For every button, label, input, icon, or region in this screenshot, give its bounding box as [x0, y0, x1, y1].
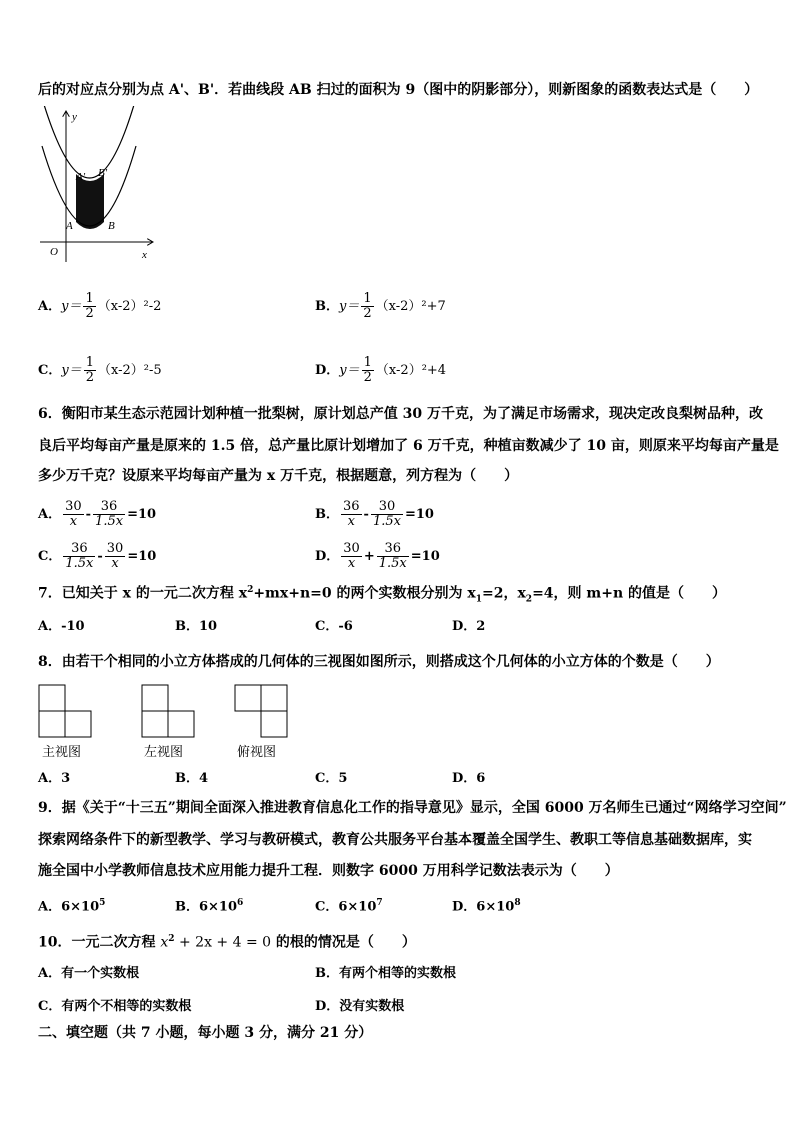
q8-option-b[interactable]: B．4 [175, 771, 209, 786]
q5-parabola-graph [36, 106, 160, 266]
origin-label: O [50, 246, 58, 258]
q9-option-c[interactable]: C．$6\times 10^7$ [315, 898, 383, 915]
q10-stem: 10．一元二次方程 $x^2 + 2x + 4 = 0$ 的根的情况是（ ） [38, 934, 416, 951]
q10-option-a[interactable]: A．有一个实数根 [38, 966, 140, 981]
q8-stem: 8．由若干个相同的小立方体搭成的几何体的三视图如图所示，则搭成这个几何体的小立方体的个数是（ ） [38, 654, 720, 670]
q10-option-d[interactable]: D．没有实数根 [315, 999, 405, 1014]
q9-stem-line2: 探索网络条件下的新型教学、学习与教研模式，教育公共服务平台基本覆盖全国学生、教职工等信息基础数据库，实 [38, 832, 752, 848]
q6-stem-line3: 多少万千克？设原来平均每亩产量为 x 万千克，根据题意，列方程为（ ） [38, 468, 519, 484]
q9-stem-line1: 9．据《关于“十三五”期间全面深入推进教育信息化工作的指导意见》显示，全国 6000 万名师生已通过“网络学习空间” [38, 800, 787, 816]
q6-stem-line2: 良后平均每亩产量是原来的 1.5 倍，总产量比原计划增加了 6 万千克，种植亩数减少了 10 亩，则原来平均每亩产量是 [38, 438, 779, 454]
left-view-caption: 左视图 [144, 745, 184, 760]
q10-option-c[interactable]: C．有两个不相等的实数根 [38, 999, 192, 1014]
q9-option-a[interactable]: A．$6\times 10^5$ [38, 898, 106, 915]
q6-option-b[interactable]: B． $\frac{36}{x}$ - $\frac{30}{1.5x}$ =10 [315, 499, 434, 529]
front-view-figure [38, 684, 94, 740]
q6-stem-line1: 6．衡阳市某生态示范园计划种植一批梨树，原计划总产值 30 万千克，为了满足市场需求，现决定改良梨树品种，改 [38, 406, 763, 422]
q5-stem: 后的对应点分别为点 A'、B'．若曲线段 AB 扫过的面积为 9（图中的阴影部分），则新图象的函数表达式是（ ） [38, 82, 759, 98]
q10-option-b[interactable]: B．有两个相等的实数根 [315, 966, 456, 981]
q9-option-d[interactable]: D．$6\times 10^8$ [452, 898, 521, 915]
q8-option-d[interactable]: D．6 [452, 771, 486, 786]
x-axis-label: x [142, 249, 147, 261]
top-view-figure [234, 684, 290, 740]
q7-option-a[interactable]: A．-10 [38, 619, 85, 634]
point-a-prime-label: A' [76, 171, 86, 183]
point-b-prime-label: B' [98, 167, 108, 179]
point-b-label: B [108, 220, 115, 232]
q7-option-d[interactable]: D．2 [452, 619, 486, 634]
front-view-caption: 主视图 [42, 745, 82, 760]
q6-option-c[interactable]: C． $\frac{36}{1.5x}$ - $\frac{30}{x}$ =10 [38, 541, 157, 571]
q5-option-b[interactable]: B．y＝ $\frac{1}{2}$ （x-2）²+7 [315, 291, 446, 321]
q8-option-a[interactable]: A．3 [38, 771, 71, 786]
q6-option-d[interactable]: D． $\frac{30}{x}$ + $\frac{36}{1.5x}$ =10 [315, 541, 440, 571]
left-view-figure [141, 684, 197, 740]
q5-option-d[interactable]: D．y＝ $\frac{1}{2}$ （x-2）²+4 [315, 355, 447, 385]
y-axis-label: y [72, 111, 77, 123]
q5-option-a[interactable]: A．y＝ $\frac{1}{2}$ （x-2）²-2 [38, 291, 162, 321]
shifted-parabola [42, 106, 136, 178]
q7-option-b[interactable]: B．10 [175, 619, 218, 634]
top-view-caption: 俯视图 [237, 745, 277, 760]
q6-option-a[interactable]: A． $\frac{30}{x}$ - $\frac{36}{1.5x}$ =10 [38, 499, 157, 529]
q9-option-b[interactable]: B．$6\times 10^6$ [175, 898, 244, 915]
q5-option-c[interactable]: C．y＝ $\frac{1}{2}$ （x-2）²-5 [38, 355, 162, 385]
q7-option-c[interactable]: C．-6 [315, 619, 353, 634]
section-2-heading: 二、填空题（共 7 小题，每小题 3 分，满分 21 分） [38, 1025, 373, 1041]
q9-stem-line3: 施全国中小学教师信息技术应用能力提升工程．则数字 6000 万用科学记数法表示为（ ） [38, 863, 619, 879]
q7-stem: 7．已知关于 x 的一元二次方程 $x^2+mx+n=0$ 的两个实数根分别为 $x_1=2$，$x_2=4$，则 m+n 的值是（ ） [38, 585, 727, 605]
point-a-label: A [66, 220, 73, 232]
q8-option-c[interactable]: C．5 [315, 771, 348, 786]
